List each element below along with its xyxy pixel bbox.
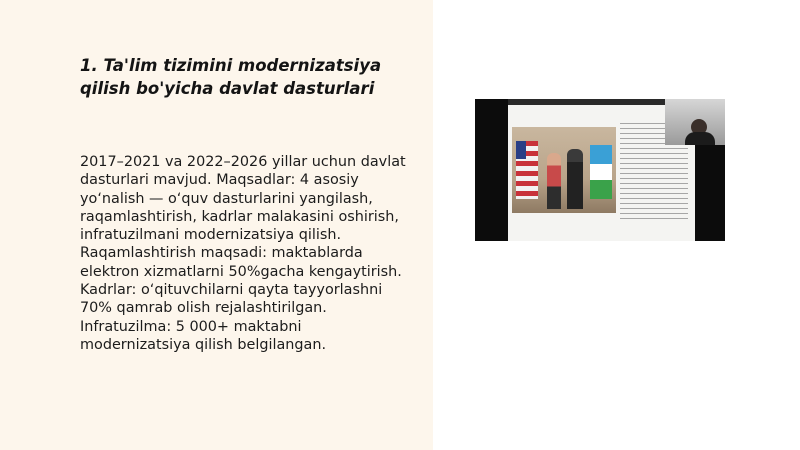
slide-body xyxy=(80,153,425,354)
body-line: Kadrlar: o‘qituvchilarni qayta tayyorlashni xyxy=(80,282,383,299)
body-line: yo‘nalish — o‘quv dasturlarini yangilash, xyxy=(80,190,373,207)
body-line: elektron xizmatlarni 50%gacha kengaytirish. xyxy=(80,263,402,280)
body-line: Infratuzilma: 5 000+ maktabni xyxy=(80,318,302,335)
uzbekistan-flag-icon xyxy=(590,145,612,199)
slide-photo xyxy=(475,99,725,241)
slide-title: 1. Ta'lim tizimini modernizatsiya qilish bo'yicha davlat dasturlari xyxy=(80,56,382,98)
body-line: 70% qamrab olish rejalashtirilgan. xyxy=(80,300,327,317)
body-line: 2017–2021 va 2022–2026 yillar uchun davlat xyxy=(80,154,406,170)
body-line: raqamlashtirish, kadrlar malakasini oshirish, xyxy=(80,208,399,225)
photo-person-right xyxy=(567,149,583,209)
photo-person-left xyxy=(547,153,561,209)
body-line: dasturlari mavjud. Maqsadlar: 4 asosiy xyxy=(80,172,359,189)
body-line: infratuzilmani modernizatsiya qilish. xyxy=(80,227,342,244)
us-flag-canton xyxy=(516,141,526,159)
photo-letterbox-left xyxy=(475,99,508,241)
webcam-person-body xyxy=(685,132,715,145)
body-line: Raqamlashtirish maqsadi: maktablarda xyxy=(80,245,363,262)
body-line: modernizatsiya qilish belgilangan. xyxy=(80,336,327,353)
